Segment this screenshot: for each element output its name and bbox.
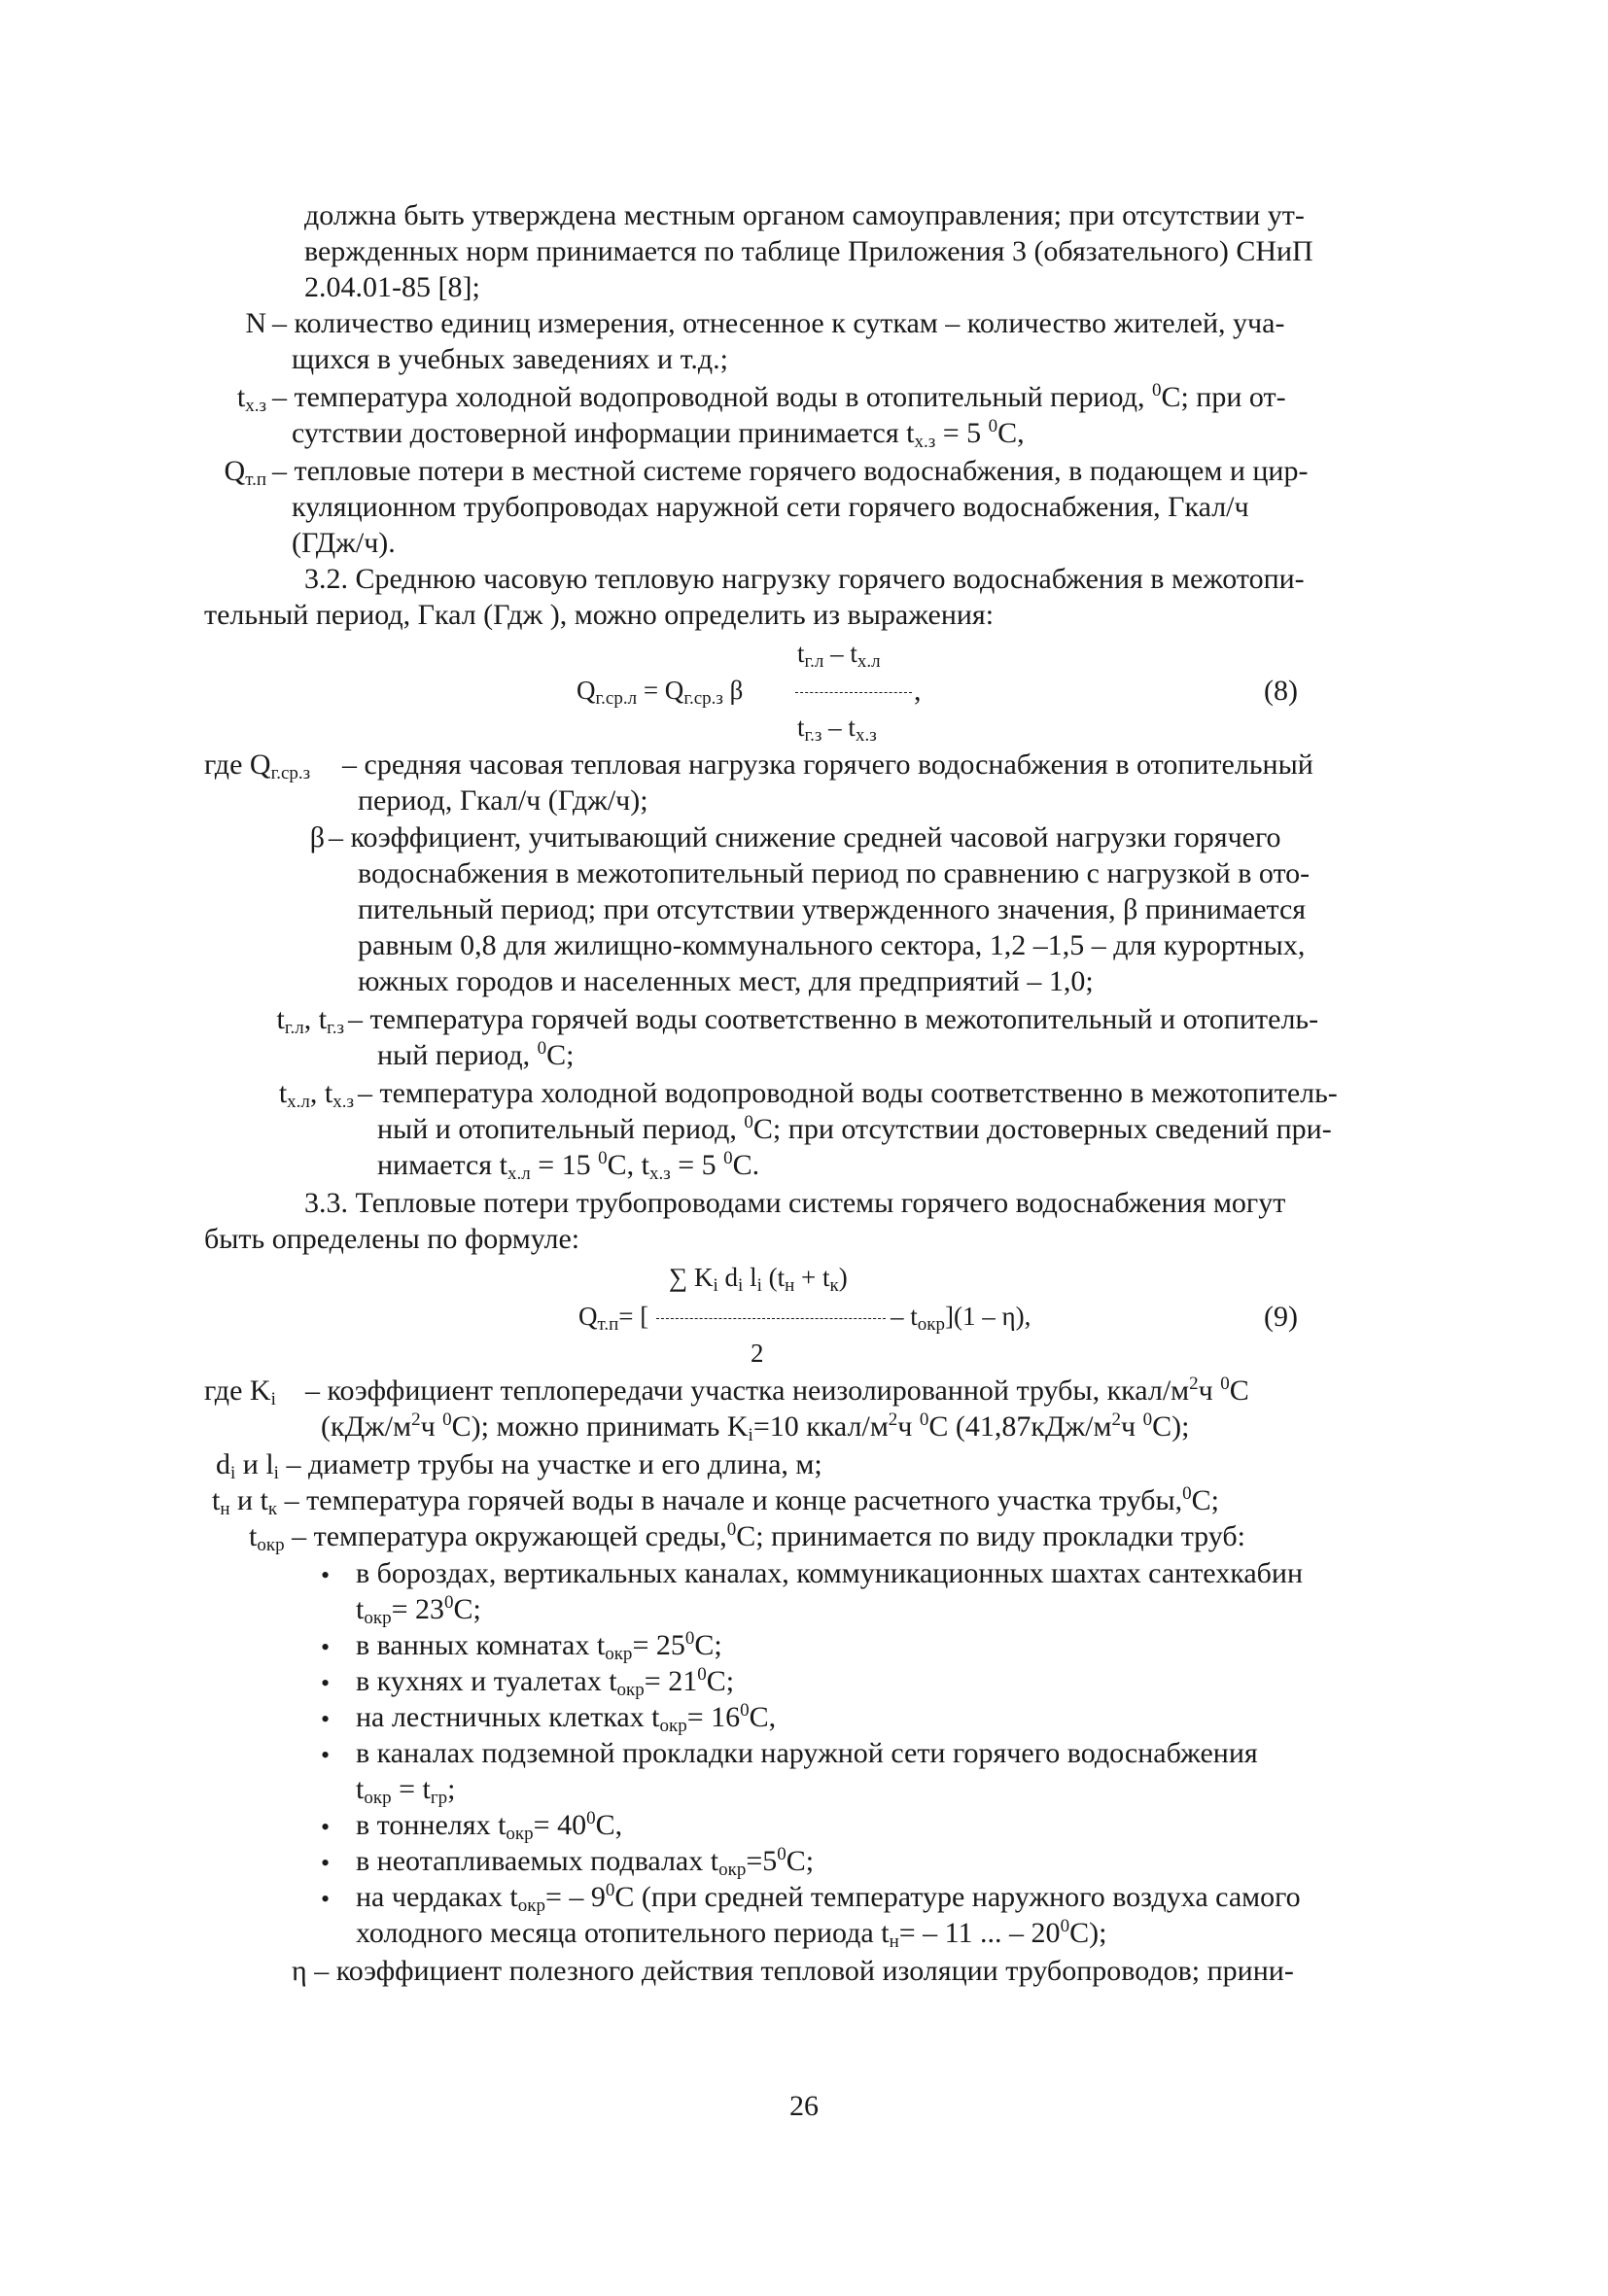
list-item: в тоннелях $t_{окр}= 40^0С$, — [356, 1808, 623, 1844]
paragraph-line: тельный период, Гкал (Гдж ), можно определить из выражения: — [204, 599, 995, 631]
paragraph-line: 3.2. Среднюю часовую тепловую нагрузку горячего водоснабжения в межотопи- — [304, 563, 1305, 595]
definition-text: щихся в учебных заведениях и т.д.; — [292, 343, 729, 375]
formula-lhs: $Q_{т.п}=$ [ — [578, 1302, 649, 1335]
paragraph-line: 3.3. Тепловые потери трубопроводами системы горячего водоснабжения могут — [304, 1187, 1286, 1219]
definition-symbol: где $K_i$ — [204, 1374, 276, 1409]
bullet-icon: • — [321, 1885, 331, 1913]
definition-text: – тепловые потери в местной системе горячего водоснабжения, в подающем и цир- — [272, 455, 1309, 487]
text-line: 2.04.01-85 [8]; — [304, 271, 480, 303]
definition-symbol: где $Q_{г.ср.з}$ — [204, 748, 311, 783]
bullet-icon: • — [321, 1849, 331, 1877]
formula-denominator: $t_{г.з} - t_{х.з}$ — [797, 713, 877, 746]
list-item: $t_{окр} = t_{гр}$; — [356, 1773, 456, 1808]
paragraph-line: быть определены по формуле: — [204, 1223, 580, 1255]
definition-text: период, Гкал/ч (Гдж/ч); — [358, 784, 648, 817]
definition-text: нимается $t_{х.л} = 15$ $^0$С, $t_{х.з} = 5$ $^0$С. — [377, 1148, 760, 1184]
list-item: $t_{окр}= 23^0С$; — [356, 1592, 481, 1628]
definition-symbol: $t_{х.з}$ — [236, 381, 266, 416]
list-item: в неотапливаемых подвалах $t_{окр}=5^0С$; — [356, 1844, 815, 1880]
definition-text: ный период, $^0$С; — [377, 1038, 575, 1071]
bullet-icon: • — [321, 1633, 331, 1661]
text-line: должна быть утверждена местным органом самоуправления; при отсутствии ут- — [304, 199, 1305, 231]
bullet-icon: • — [321, 1741, 331, 1769]
list-item: в бороздах, вертикальных каналах, коммуникационных шахтах сантехкабин — [356, 1557, 1304, 1589]
definition-text: – температура холодной водопроводной воды в отопительный период, $^0$С; при от- — [272, 380, 1286, 413]
definition-symbol: $t_{х.л}$, $t_{х.з}$ — [278, 1077, 354, 1112]
page-number: 26 — [789, 2090, 819, 2122]
definition-symbol: $t_{г.л}$, $t_{г.з}$ — [276, 1003, 344, 1038]
definition-text: – средняя часовая тепловая нагрузка горячего водоснабжения в отопительный — [342, 748, 1313, 781]
definition-symbol: N — [245, 307, 266, 339]
bullet-icon: • — [321, 1813, 331, 1841]
list-item: холодного месяца отопительного периода $t_н= - 11$ ... – $20^0С$); — [356, 1916, 1107, 1952]
definition-text: южных городов и населенных мест, для предприятий – 1,0; — [358, 965, 1094, 997]
definition-text: – коэффициент теплопередачи участка неизолированной трубы, ккал/$м^2ч$ $^0$С — [305, 1374, 1249, 1407]
definition-text: ($кДж/м^2ч$ $^0$С); можно принимать $K_i=10$ ккал/$м^2ч$ $^0$С ($41,87кДж/м^2ч$ $^0$С); — [321, 1409, 1190, 1445]
bullet-icon: • — [321, 1705, 331, 1733]
text-line: вержденных норм принимается по таблице Приложения 3 (обязательного) СНиП — [304, 235, 1313, 267]
definition-text: – количество единиц измерения, отнесенное к суткам – количество жителей, уча- — [272, 307, 1285, 339]
definition-text: пительный период; при отсутствии утвержденного значения, β принимается — [358, 893, 1307, 925]
formula-numerator: ∑ $K_i$ $d_i$ $l_i$ $(t_н + t_к)$ — [669, 1263, 848, 1296]
formula-number: (9) — [1264, 1301, 1298, 1333]
definition-text: $t_н$ и $t_к$ – температура горячей воды в начале и конце расчетного участка трубы,$^0$С; — [212, 1483, 1220, 1519]
definition-text: – температура горячей воды соответственно в межотопительный и отопитель- — [348, 1003, 1319, 1035]
definition-symbol: β — [309, 821, 325, 853]
formula-rhs: – $t_{окр}](1 - \eta)$, — [891, 1302, 1031, 1335]
definition-text: $t_{окр}$ – температура окружающей среды,$^0$С; принимается по виду прокладки труб: — [249, 1519, 1245, 1555]
definition-symbol: $Q_{т.п}$ — [224, 455, 266, 490]
definition-text: сутствии достоверной информации принимается $t_{х.з} = 5$ $^0$С, — [292, 416, 1025, 452]
definition-text: η – коэффициент полезного действия тепловой изоляции трубопроводов; прини- — [292, 1955, 1294, 1987]
list-item: в ванных комнатах $t_{окр}= 25^0С$; — [356, 1628, 722, 1664]
list-item: на лестничных клетках $t_{окр}= 16^0С$, — [356, 1700, 777, 1736]
fraction-line — [795, 692, 912, 693]
formula-numerator: $t_{г.л} - t_{х.л}$ — [797, 639, 881, 672]
list-item: в каналах подземной прокладки наружной сети горячего водоснабжения — [356, 1737, 1258, 1769]
list-item: в кухнях и туалетах $t_{окр}= 21^0С$; — [356, 1664, 735, 1700]
list-item: на чердаках $t_{окр}= - 9^0С$ (при средней температуре наружного воздуха самого — [356, 1880, 1301, 1916]
definition-text: (ГДж/ч). — [292, 527, 396, 559]
definition-text: – коэффициент, учитывающий снижение средней часовой нагрузки горячего — [329, 821, 1281, 853]
definition-text: куляционном трубопроводах наружной сети горячего водоснабжения, Гкал/ч — [292, 491, 1249, 523]
fraction-line — [656, 1318, 886, 1319]
formula-denominator: 2 — [751, 1339, 764, 1368]
bullet-icon: • — [321, 1561, 331, 1589]
formula-lhs: $Q_{г.ср.л} = Q_{г.ср.з}$ β — [577, 676, 744, 709]
definition-text: ный и отопительный период, $^0$С; при отсутствии достоверных сведений при- — [377, 1112, 1332, 1145]
formula-number: (8) — [1264, 675, 1298, 707]
definition-text: $d_i$ и $l_i$ – диаметр трубы на участке и его длина, м; — [216, 1448, 822, 1483]
definition-text: – температура холодной водопроводной воды соответственно в межотопитель- — [358, 1077, 1338, 1109]
bullet-icon: • — [321, 1669, 331, 1697]
formula-comma: , — [914, 675, 922, 707]
definition-text: водоснабжения в межотопительный период по сравнению с нагрузкой в ото- — [358, 857, 1311, 889]
definition-text: равным 0,8 для жилищно-коммунального сектора, 1,2 –1,5 – для курортных, — [358, 929, 1306, 961]
